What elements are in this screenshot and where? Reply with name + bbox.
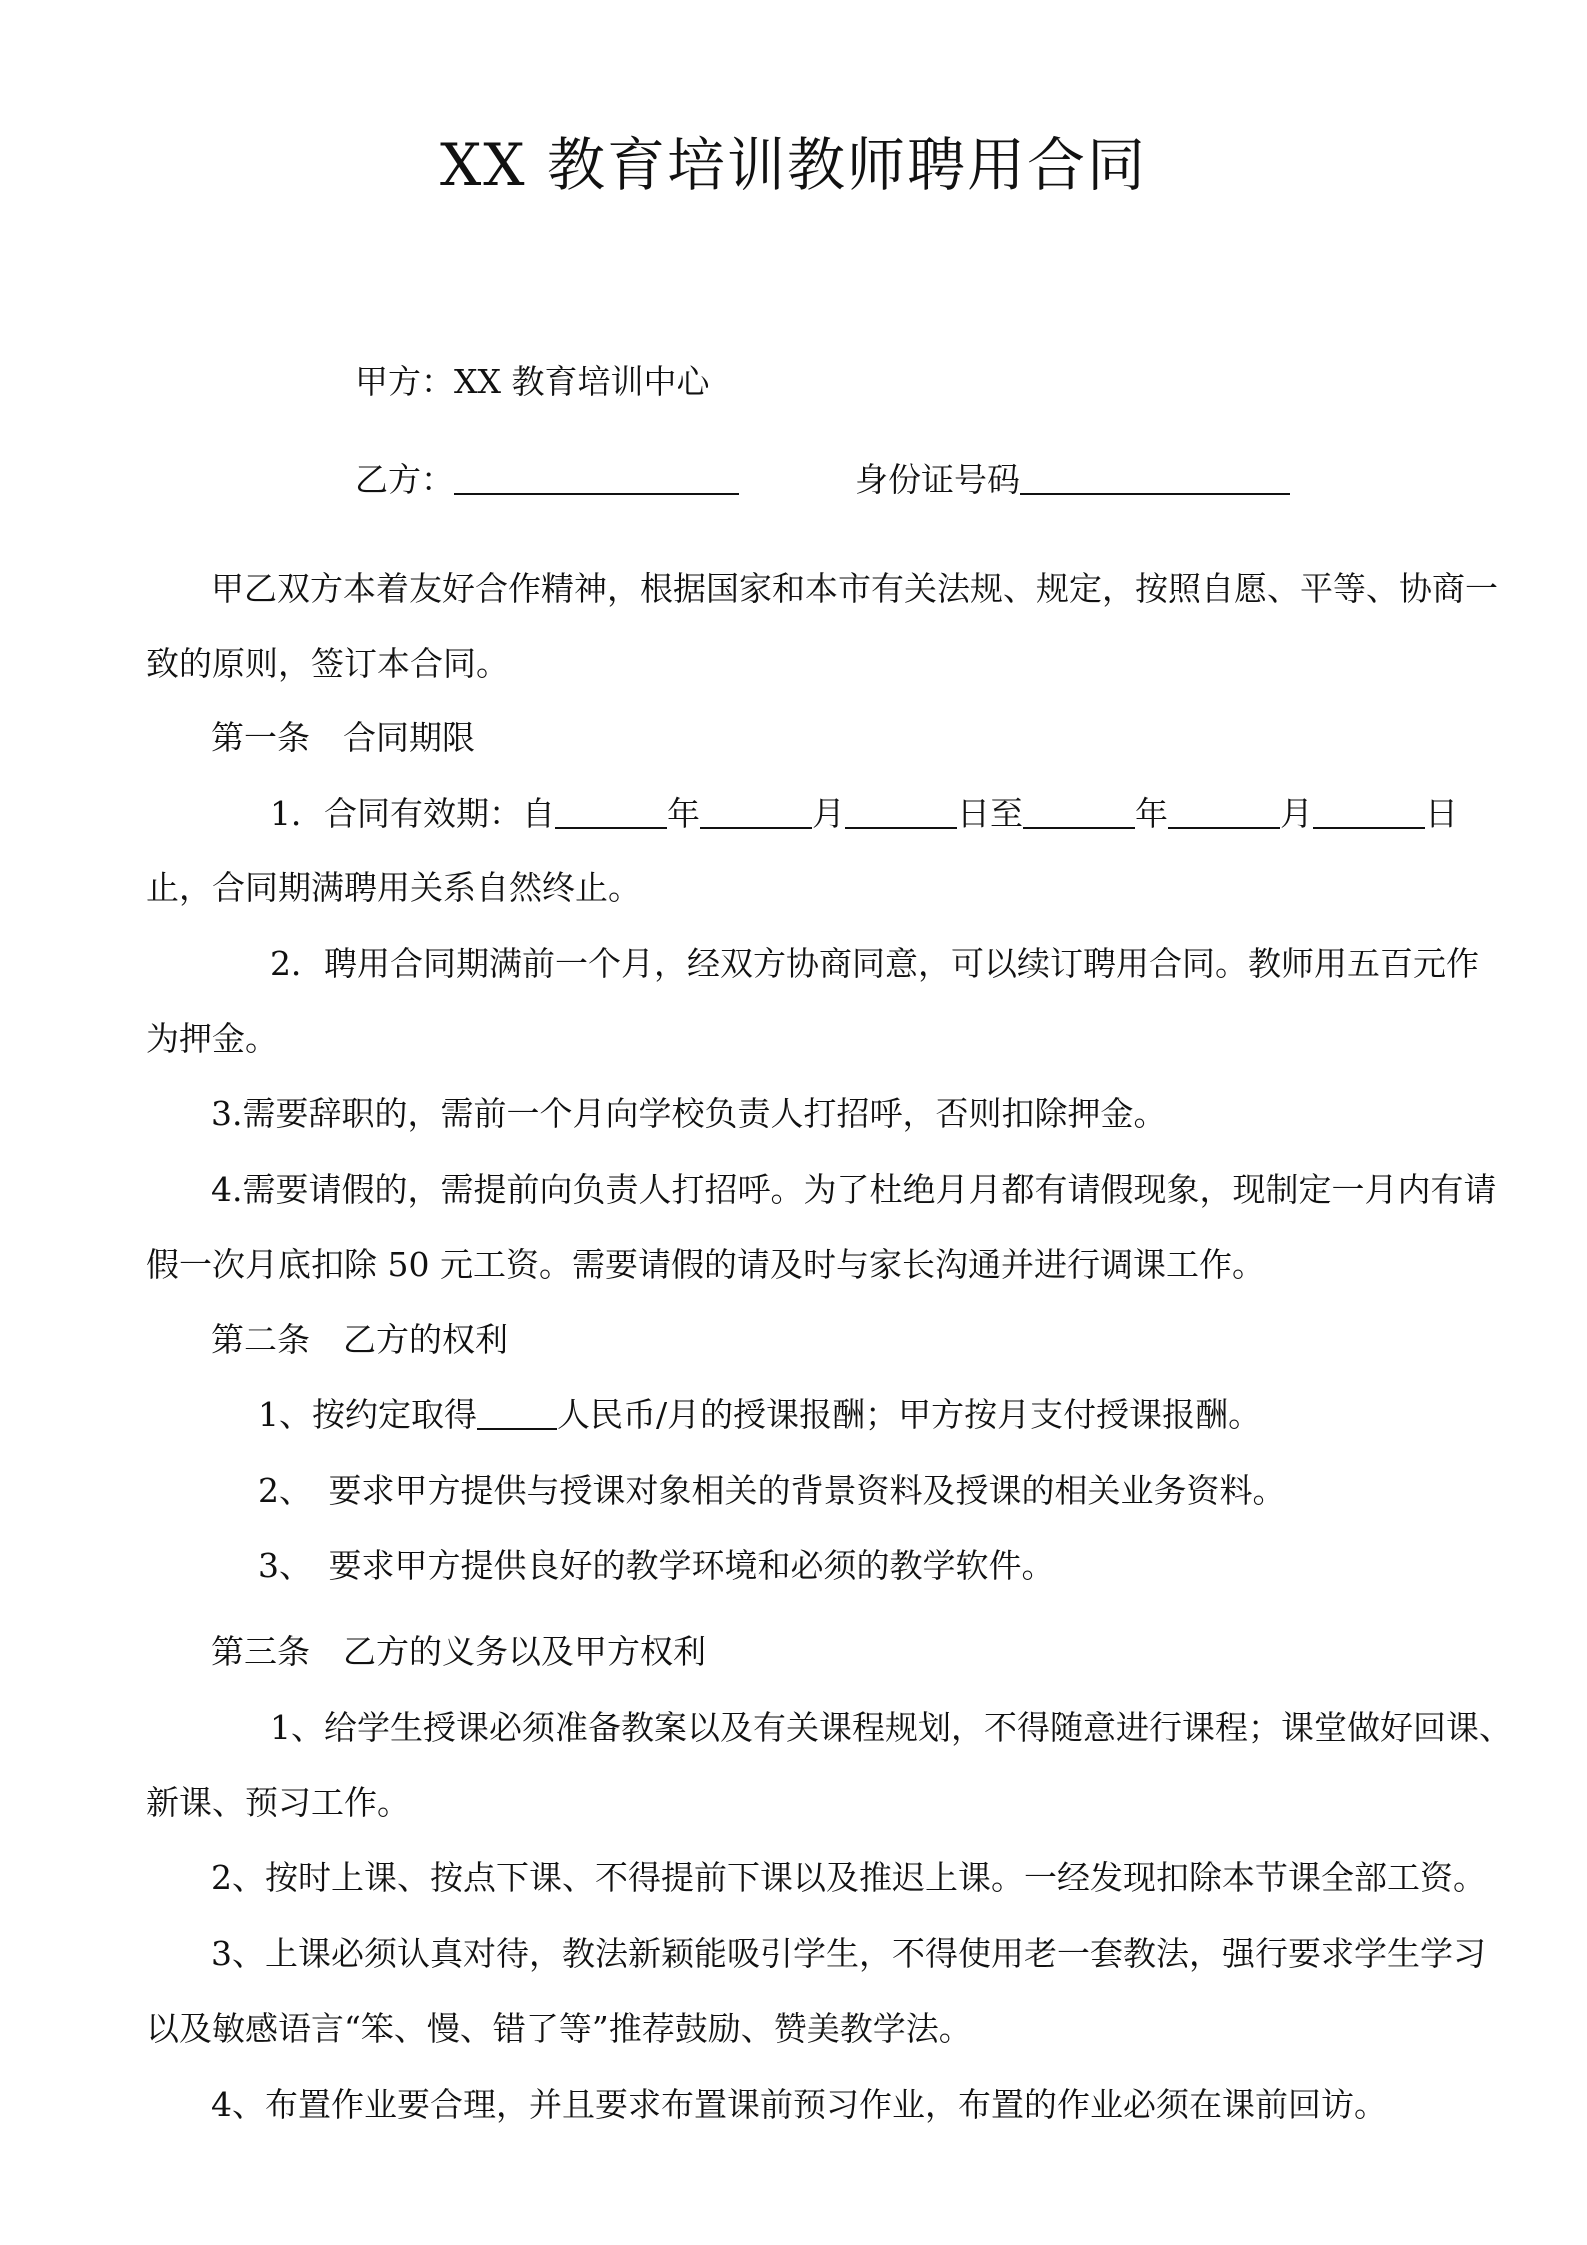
start-year-blank (555, 793, 667, 829)
start-day-blank (845, 793, 957, 829)
article-1-item-2-line-1: 2．聘用合同期满前一个月，经双方协商同意，可以续订聘用合同。教师用五百元作 (270, 944, 1479, 983)
party-b-name-blank (454, 459, 739, 495)
article-1-item-1 (270, 792, 1458, 836)
article-3-item-1-line-1: 1、给学生授课必须准备教案以及有关课程规划，不得随意进行课程；课堂做好回课、 (270, 1708, 1512, 1747)
start-month-blank (700, 793, 812, 829)
fee-amount-blank (477, 1394, 557, 1430)
end-year-blank (1023, 793, 1135, 829)
article-3-item-4: 4、布置作业要合理，并且要求布置课前预习作业，布置的作业必须在课前回访。 (211, 2085, 1387, 2124)
article-1-heading: 第一条 合同期限 (211, 718, 475, 757)
contract-title: XX 教育培训教师聘用合同 (439, 131, 1148, 199)
article-2-item-2: 2、 要求甲方提供与授课对象相关的背景资料及授课的相关业务资料。 (258, 1471, 1286, 1510)
article-1-item-2-line-2: 为押金。 (146, 1019, 278, 1058)
article-3-item-1-line-2: 新课、预习工作。 (146, 1783, 410, 1822)
end-month-unit: 月 (1280, 794, 1313, 833)
id-number-blank (1020, 459, 1290, 495)
article-1-item-4-line-2: 假一次月底扣除 50 元工资。需要请假的请及时与家长沟通并进行调课工作。 (146, 1245, 1265, 1284)
id-number-row (855, 458, 1290, 502)
id-number-label: 身份证号码 (855, 460, 1020, 499)
intro-line-1: 甲乙双方本着友好合作精神，根据国家和本市有关法规、规定，按照自愿、平等、协商一 (211, 569, 1498, 608)
start-month-unit: 月 (812, 794, 845, 833)
fee-text: 人民币/月的授课报酬；甲方按月支付授课报酬。 (557, 1395, 1262, 1434)
article-3-item-3-line-1: 3、上课必须认真对待，教法新颖能吸引学生，不得使用老一套教法，强行要求学生学习 (211, 1934, 1486, 1973)
fee-label: 1、按约定取得 (258, 1395, 477, 1434)
article-1-item-4-line-1: 4.需要请假的，需提前向负责人打招呼。为了杜绝月月都有请假现象，现制定一月内有请 (211, 1170, 1497, 1209)
article-3-heading: 第三条 乙方的义务以及甲方权利 (211, 1632, 706, 1671)
article-3-item-2: 2、按时上课、按点下课、不得提前下课以及推迟上课。一经发现扣除本节课全部工资。 (211, 1858, 1486, 1897)
term-label: 1．合同有效期：自 (270, 794, 555, 833)
end-day-blank (1313, 793, 1425, 829)
article-1-item-3: 3.需要辞职的，需前一个月向学校负责人打招呼，否则扣除押金。 (211, 1094, 1167, 1133)
end-month-blank (1168, 793, 1280, 829)
party-b-row (355, 458, 739, 502)
article-3-item-3-line-2: 以及敏感语言“笨、慢、错了等”推荐鼓励、赞美教学法。 (146, 2009, 972, 2048)
article-1-item-1-cont: 止，合同期满聘用关系自然终止。 (146, 868, 641, 907)
article-2-heading: 第二条 乙方的权利 (211, 1320, 508, 1359)
intro-line-2: 致的原则，签订本合同。 (146, 644, 509, 683)
article-2-item-1 (258, 1393, 1261, 1437)
end-day-unit: 日 (1425, 794, 1458, 833)
party-b-label: 乙方： (355, 460, 454, 499)
party-a: 甲方：XX 教育培训中心 (355, 362, 710, 401)
start-day-unit: 日至 (957, 794, 1023, 833)
article-2-item-3: 3、 要求甲方提供良好的教学环境和必须的教学软件。 (258, 1546, 1055, 1585)
start-year-unit: 年 (667, 794, 700, 833)
end-year-unit: 年 (1135, 794, 1168, 833)
